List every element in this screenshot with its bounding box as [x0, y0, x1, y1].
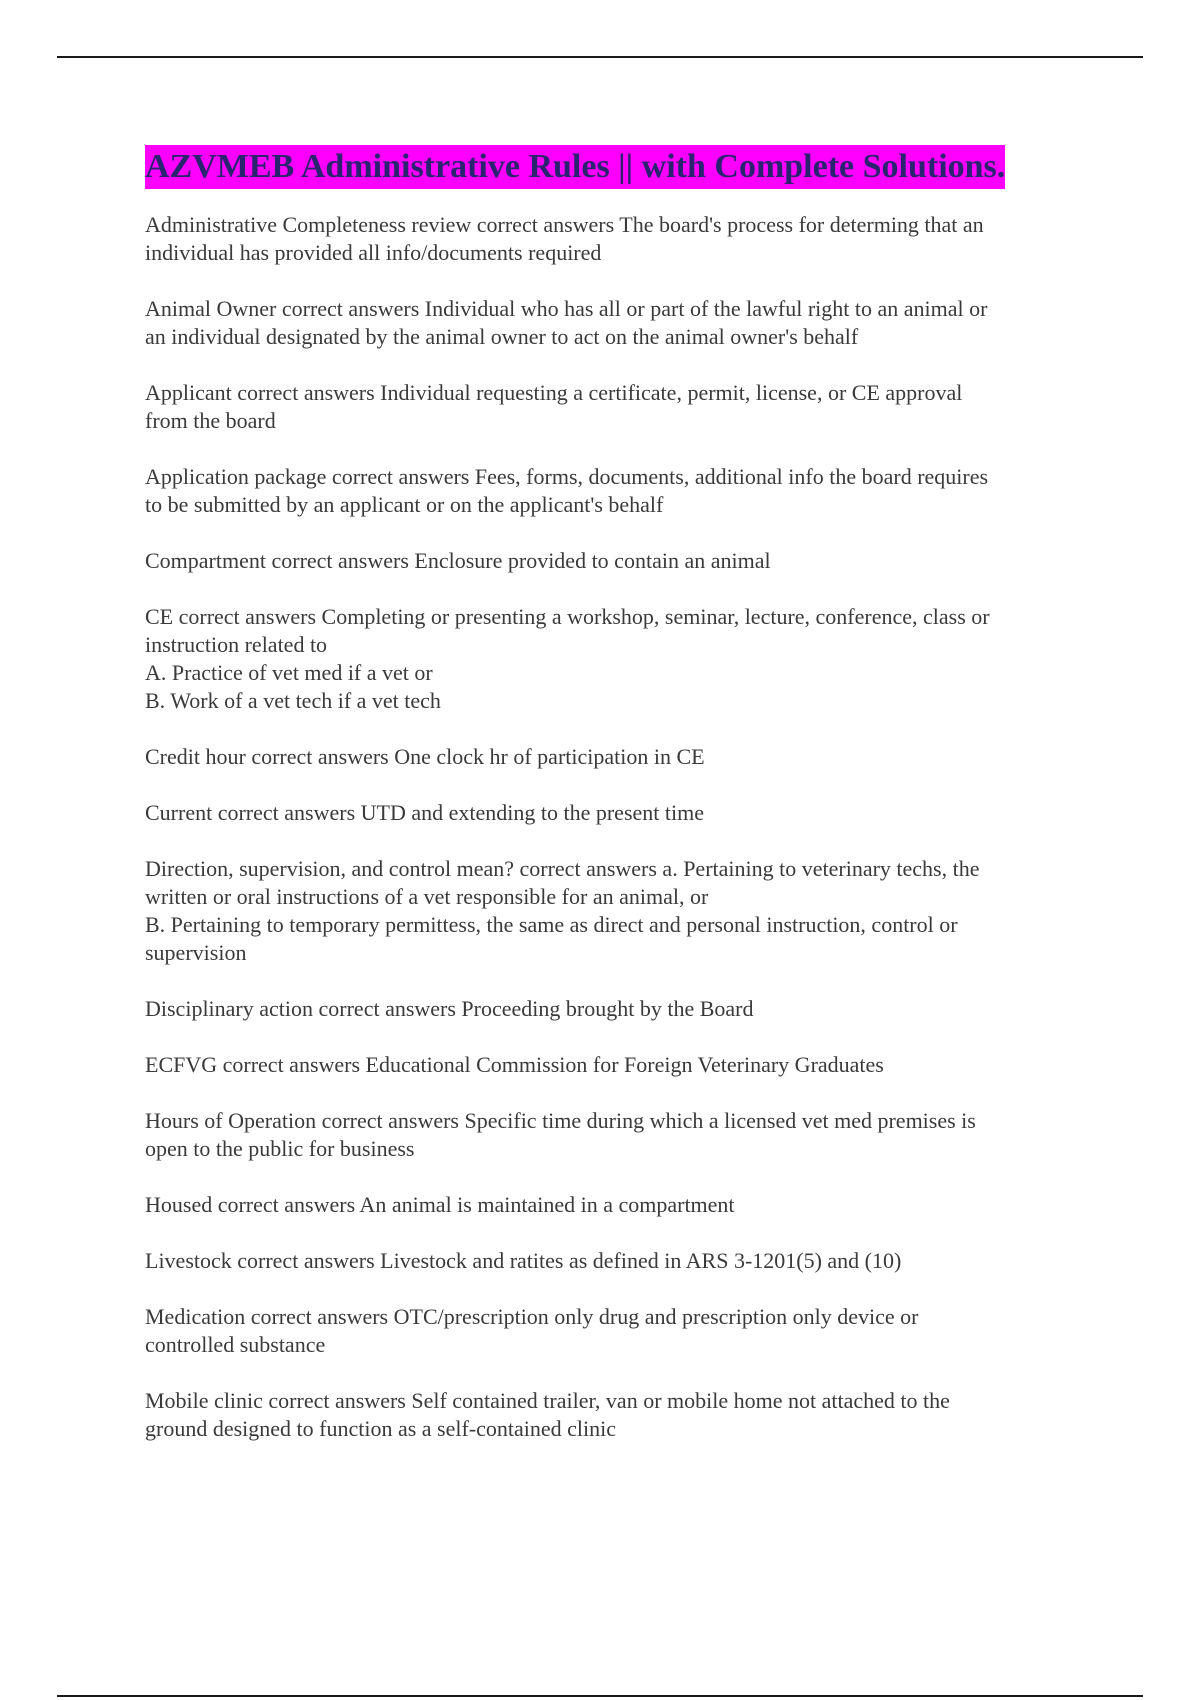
definition-line: Current correct answers UTD and extending to the present time [145, 800, 704, 825]
definition-entry [145, 463, 1085, 519]
definition-line: controlled substance [145, 1332, 326, 1357]
definition-line: Administrative Completeness review correct answers The board's process for determing that an [145, 212, 984, 237]
definition-list [145, 211, 1085, 1443]
definition-line: Hours of Operation correct answers Specific time during which a licensed vet med premises is [145, 1108, 976, 1133]
definition-line: Credit hour correct answers One clock hr of participation in CE [145, 744, 705, 769]
definition-line: CE correct answers Completing or presenting a workshop, seminar, lecture, conference, class or [145, 604, 990, 629]
definition-entry [145, 1051, 1085, 1079]
definition-entry [145, 295, 1085, 351]
definition-entry [145, 1303, 1085, 1359]
definition-line: Animal Owner correct answers Individual who has all or part of the lawful right to an animal or [145, 296, 988, 321]
definition-line: B. Work of a vet tech if a vet tech [145, 688, 441, 713]
definition-entry [145, 603, 1085, 715]
definition-entry [145, 995, 1085, 1023]
definition-line: an individual designated by the animal owner to act on the animal owner's behalf [145, 324, 859, 349]
definition-line: written or oral instructions of a vet responsible for an animal, or [145, 884, 709, 909]
definition-line: B. Pertaining to temporary permittess, the same as direct and personal instruction, control or [145, 912, 958, 937]
definition-line: Applicant correct answers Individual requesting a certificate, permit, license, or CE approval [145, 380, 963, 405]
definition-line: from the board [145, 408, 276, 433]
definition-entry [145, 547, 1085, 575]
top-divider [57, 56, 1143, 58]
bottom-divider [57, 1695, 1143, 1697]
definition-line: open to the public for business [145, 1136, 415, 1161]
definition-entry [145, 743, 1085, 771]
definition-line: Medication correct answers OTC/prescription only drug and prescription only device or [145, 1304, 919, 1329]
definition-line: instruction related to [145, 632, 328, 657]
definition-line: ECFVG correct answers Educational Commission for Foreign Veterinary Graduates [145, 1052, 884, 1077]
definition-line: to be submitted by an applicant or on the applicant's behalf [145, 492, 664, 517]
definition-entry [145, 1107, 1085, 1163]
definition-line: Compartment correct answers Enclosure provided to contain an animal [145, 548, 771, 573]
definition-line: Application package correct answers Fees, forms, documents, additional info the board requires [145, 464, 989, 489]
definition-line: Direction, supervision, and control mean? correct answers a. Pertaining to veterinary techs, the [145, 856, 980, 881]
definition-entry [145, 1247, 1085, 1275]
definition-entry [145, 1387, 1085, 1443]
document-content [145, 145, 1085, 1471]
definition-line: Mobile clinic correct answers Self contained trailer, van or mobile home not attached to the [145, 1388, 950, 1413]
definition-entry [145, 211, 1085, 267]
definition-line: A. Practice of vet med if a vet or [145, 660, 433, 685]
document-title: AZVMEB Administrative Rules || with Complete Solutions. [145, 148, 1006, 185]
definition-line: Livestock correct answers Livestock and ratites as defined in ARS 3-1201(5) and (10) [145, 1248, 902, 1273]
definition-line: ground designed to function as a self-contained clinic [145, 1416, 617, 1441]
definition-entry [145, 855, 1085, 967]
definition-entry [145, 799, 1085, 827]
title-highlight [145, 145, 1005, 189]
definition-line: individual has provided all info/documents required [145, 240, 602, 265]
definition-entry [145, 1191, 1085, 1219]
definition-line: supervision [145, 940, 247, 965]
definition-entry [145, 379, 1085, 435]
definition-line: Housed correct answers An animal is maintained in a compartment [145, 1192, 735, 1217]
definition-line: Disciplinary action correct answers Proceeding brought by the Board [145, 996, 754, 1021]
